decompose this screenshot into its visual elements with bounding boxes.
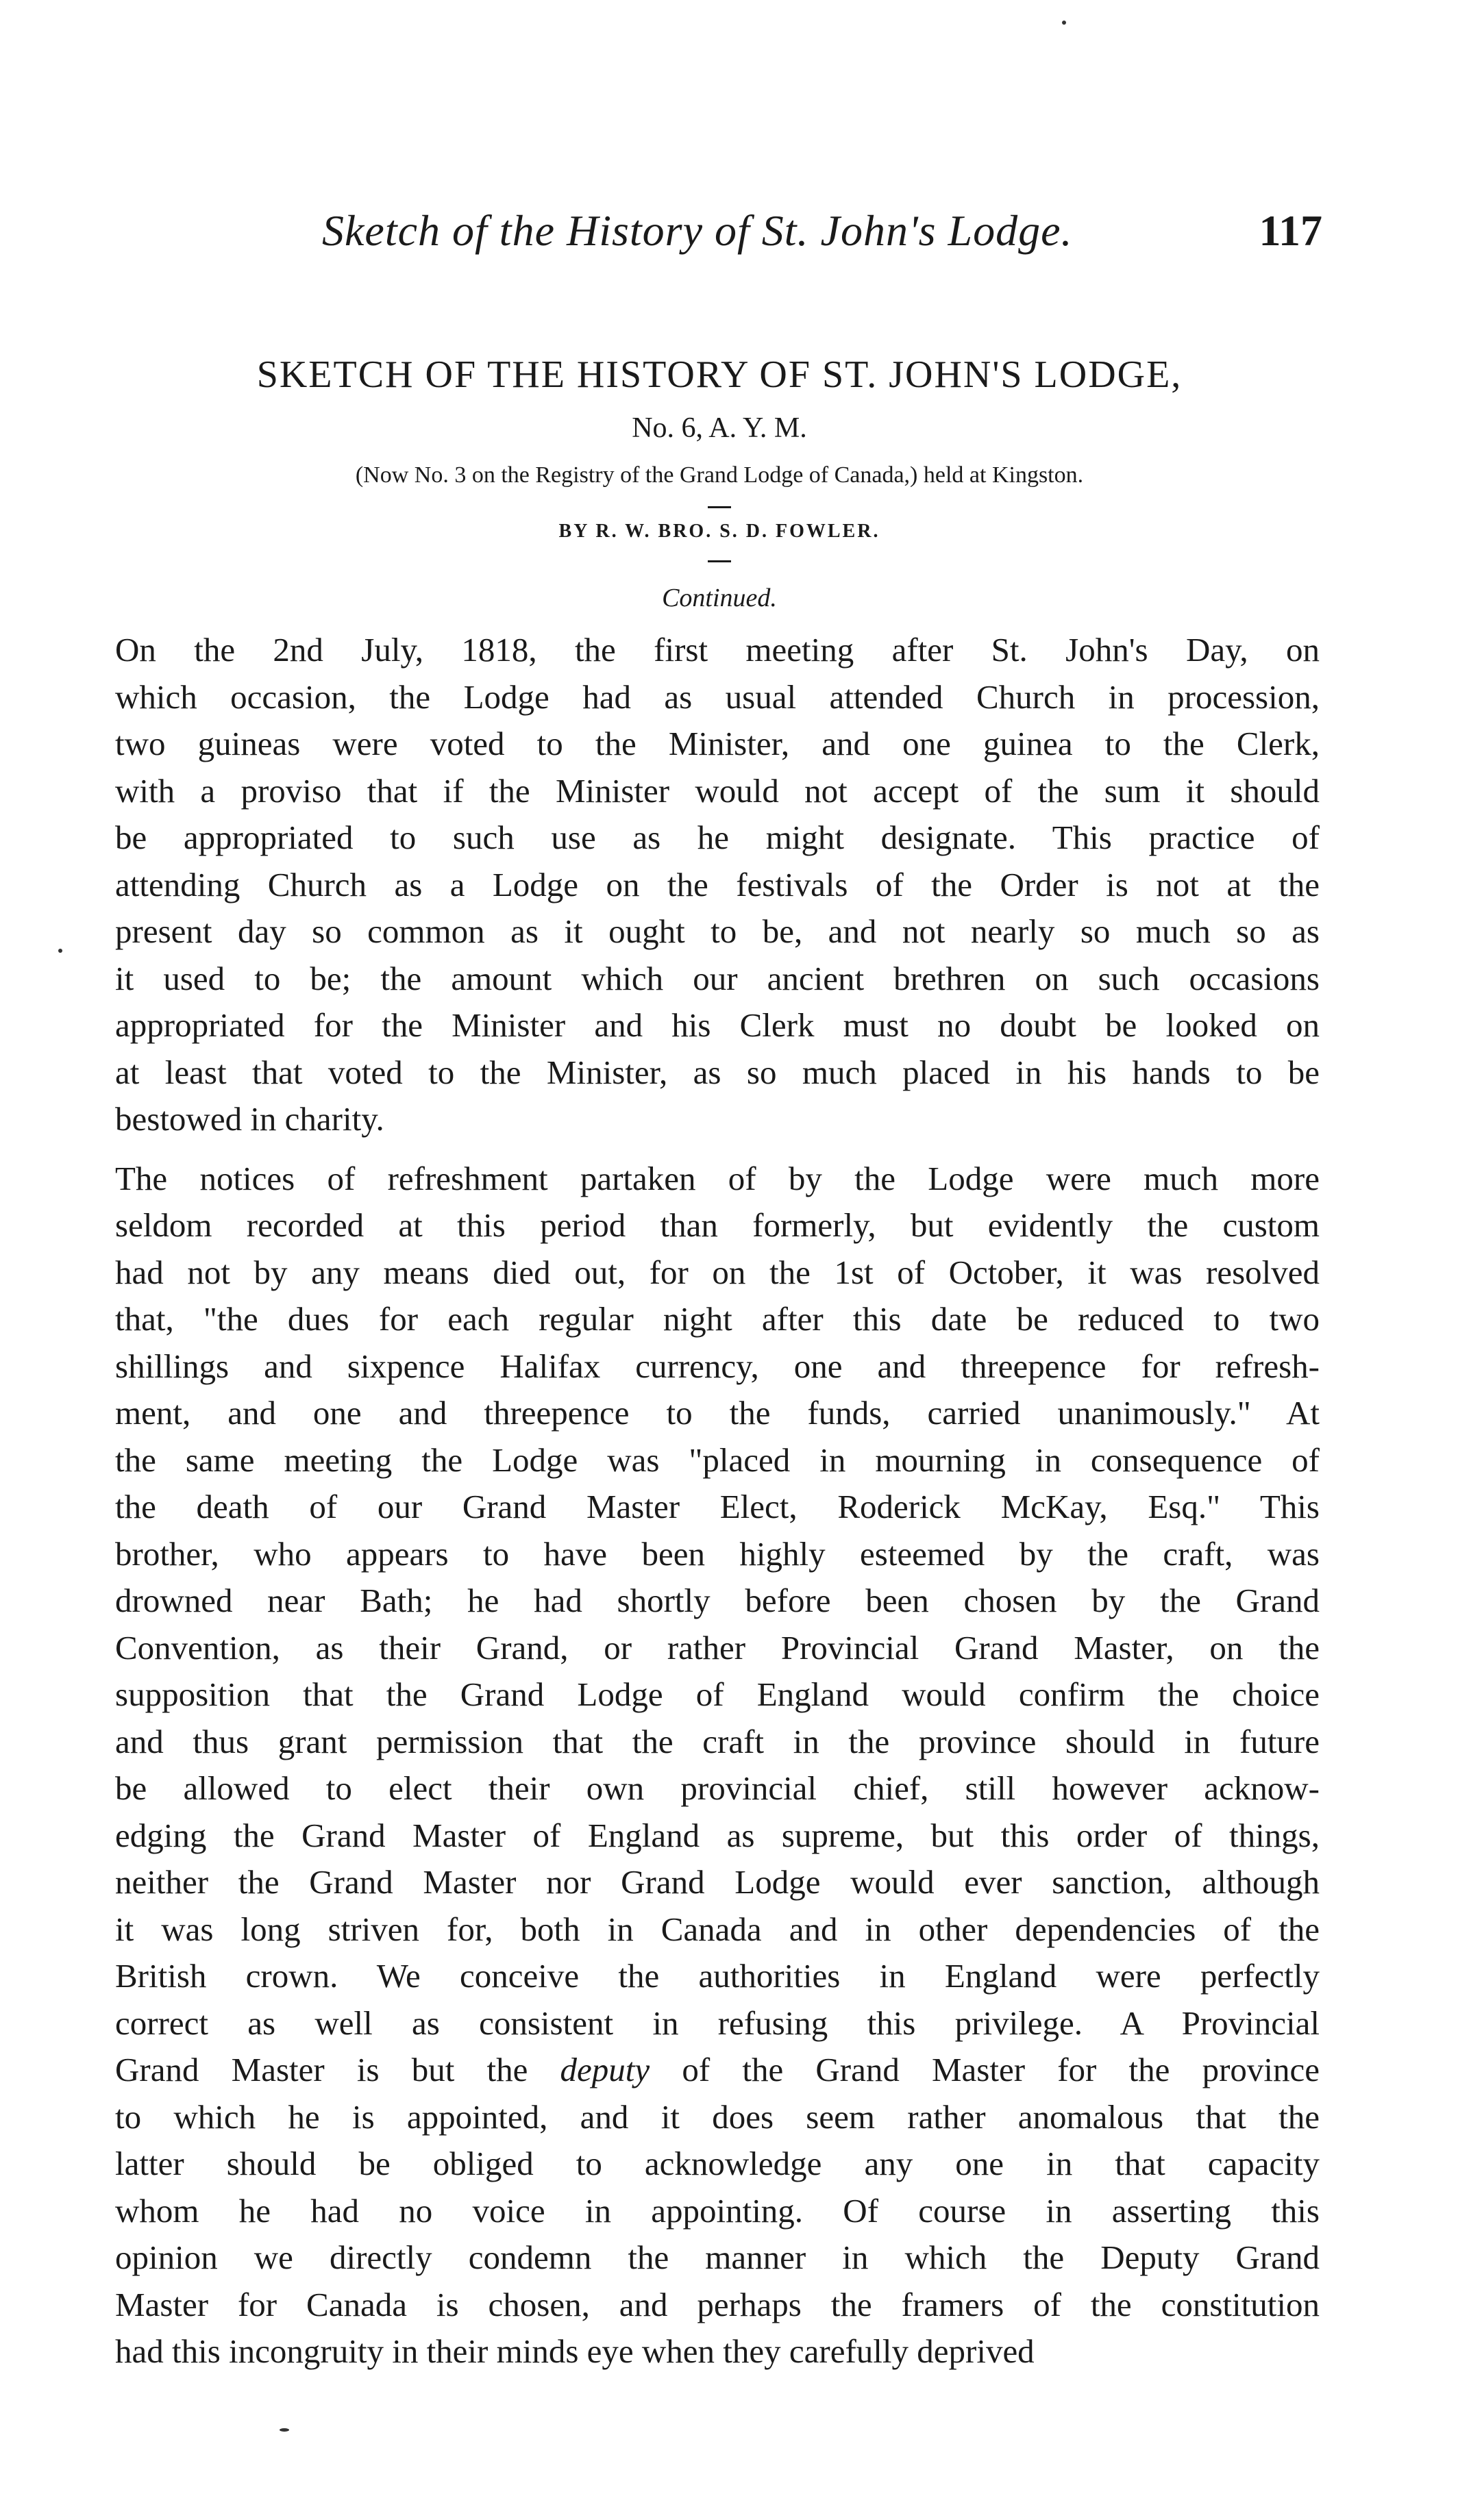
scan-speck bbox=[1062, 21, 1066, 25]
text-line: The notices of refreshment partaken of by the Lodge were much more bbox=[115, 1159, 1320, 1197]
paragraph-gap bbox=[115, 1143, 1320, 1156]
text-line: appropriated for the Minister and his Clerk must no doubt be looked on bbox=[115, 1006, 1320, 1044]
lodge-number: No. 6, A. Y. M. bbox=[632, 412, 807, 444]
text-line: neither the Grand Master nor Grand Lodge would ever sanction, although bbox=[115, 1863, 1320, 1901]
text-line: two guineas were voted to the Minister, and one guinea to the Clerk, bbox=[115, 725, 1320, 762]
text-line: latter should be obliged to acknowledge any one in that capacity bbox=[115, 2145, 1320, 2182]
scan-speck bbox=[58, 949, 62, 953]
text-line: ment, and one and threepence to the funds, carried unanimously." At bbox=[115, 1394, 1320, 1432]
paragraph bbox=[115, 1156, 1320, 2375]
registry-note: (Now No. 3 on the Registry of the Grand Lodge of Canada,) held at Kingston. bbox=[355, 462, 1084, 488]
text-line: at least that voted to the Minister, as so much placed in his hands to be bbox=[115, 1053, 1320, 1091]
text-line: Convention, as their Grand, or rather Provincial Grand Master, on the bbox=[115, 1628, 1320, 1667]
text-line: be appropriated to such use as he might designate. This practice of bbox=[115, 819, 1320, 856]
scan-speck bbox=[280, 2428, 289, 2432]
emphasis: deputy bbox=[560, 2051, 650, 2088]
text-line: to which he is appointed, and it does seem rather anomalous that the bbox=[115, 2097, 1320, 2136]
author-byline: BY R. W. BRO. S. D. FOWLER. bbox=[558, 521, 880, 542]
text-line: and thus grant permission that the craft in the province should in future bbox=[115, 1722, 1320, 1760]
text-line: British crown. We conceive the authorities in England were perfectly bbox=[115, 1957, 1320, 1995]
page-number: 117 bbox=[1259, 206, 1322, 255]
text-line: that, "the dues for each regular night after this date be reduced to two bbox=[115, 1300, 1320, 1338]
article-title: SKETCH OF THE HISTORY OF ST. JOHN'S LODGE, bbox=[256, 353, 1183, 396]
text-line: bestowed in charity. bbox=[115, 1100, 384, 1138]
text-line: correct as well as consistent in refusing this privilege. A Provincial bbox=[115, 2004, 1320, 2042]
text-line: edging the Grand Master of England as supreme, but this order of things, bbox=[115, 1816, 1320, 1854]
text-line: which occasion, the Lodge had as usual attended Church in procession, bbox=[115, 677, 1320, 716]
text-line: present day so common as it ought to be, and not nearly so much so as bbox=[115, 912, 1320, 950]
text-line: attending Church as a Lodge on the festivals of the Order is not at the bbox=[115, 865, 1320, 903]
text-line: be allowed to elect their own provincial chief, still however acknow- bbox=[115, 1769, 1320, 1807]
text-line: opinion we directly condemn the manner in which the Deputy Grand bbox=[115, 2238, 1320, 2276]
text-line: the same meeting the Lodge was "placed in mourning in consequence of bbox=[115, 1440, 1320, 1479]
running-title: Sketch of the History of St. John's Lodge. bbox=[322, 206, 1073, 255]
text-line: drowned near Bath; he had shortly before been chosen by the Grand bbox=[115, 1582, 1320, 1619]
text-line: Master for Canada is chosen, and perhaps the framers of the constitution bbox=[115, 2285, 1320, 2323]
text-line: Grand Master is but the deputy of the Grand Master for the province bbox=[115, 2051, 1320, 2088]
text-line: with a proviso that if the Minister would not accept of the sum it should bbox=[115, 771, 1320, 810]
divider-rule bbox=[708, 506, 731, 508]
divider-rule bbox=[708, 560, 731, 562]
article-heading bbox=[116, 353, 1322, 613]
paragraph bbox=[115, 627, 1320, 1143]
text-line: supposition that the Grand Lodge of England would confirm the choice bbox=[115, 1675, 1320, 1713]
text-line: On the 2nd July, 1818, the first meeting after St. John's Day, on bbox=[115, 631, 1320, 669]
text-line: had not by any means died out, for on the 1st of October, it was resolved bbox=[115, 1253, 1320, 1291]
text-line: it was long striven for, both in Canada and in other dependencies of the bbox=[115, 1910, 1320, 1948]
text-line: whom he had no voice in appointing. Of course in asserting this bbox=[115, 2191, 1320, 2230]
article-body bbox=[115, 627, 1320, 2375]
text-line: had this incongruity in their minds eye when they carefully deprived bbox=[115, 2332, 1035, 2370]
text-line: the death of our Grand Master Elect, Roderick McKay, Esq." This bbox=[115, 1488, 1320, 1525]
text-line: seldom recorded at this period than formerly, but evidently the custom bbox=[115, 1206, 1320, 1244]
text-line: shillings and sixpence Halifax currency, one and threepence for refresh- bbox=[115, 1347, 1320, 1385]
running-header bbox=[116, 205, 1322, 260]
continued-label: Continued. bbox=[662, 584, 777, 612]
text-line: brother, who appears to have been highly esteemed by the craft, was bbox=[115, 1534, 1320, 1573]
text-line: it used to be; the amount which our ancient brethren on such occasions bbox=[115, 959, 1320, 997]
